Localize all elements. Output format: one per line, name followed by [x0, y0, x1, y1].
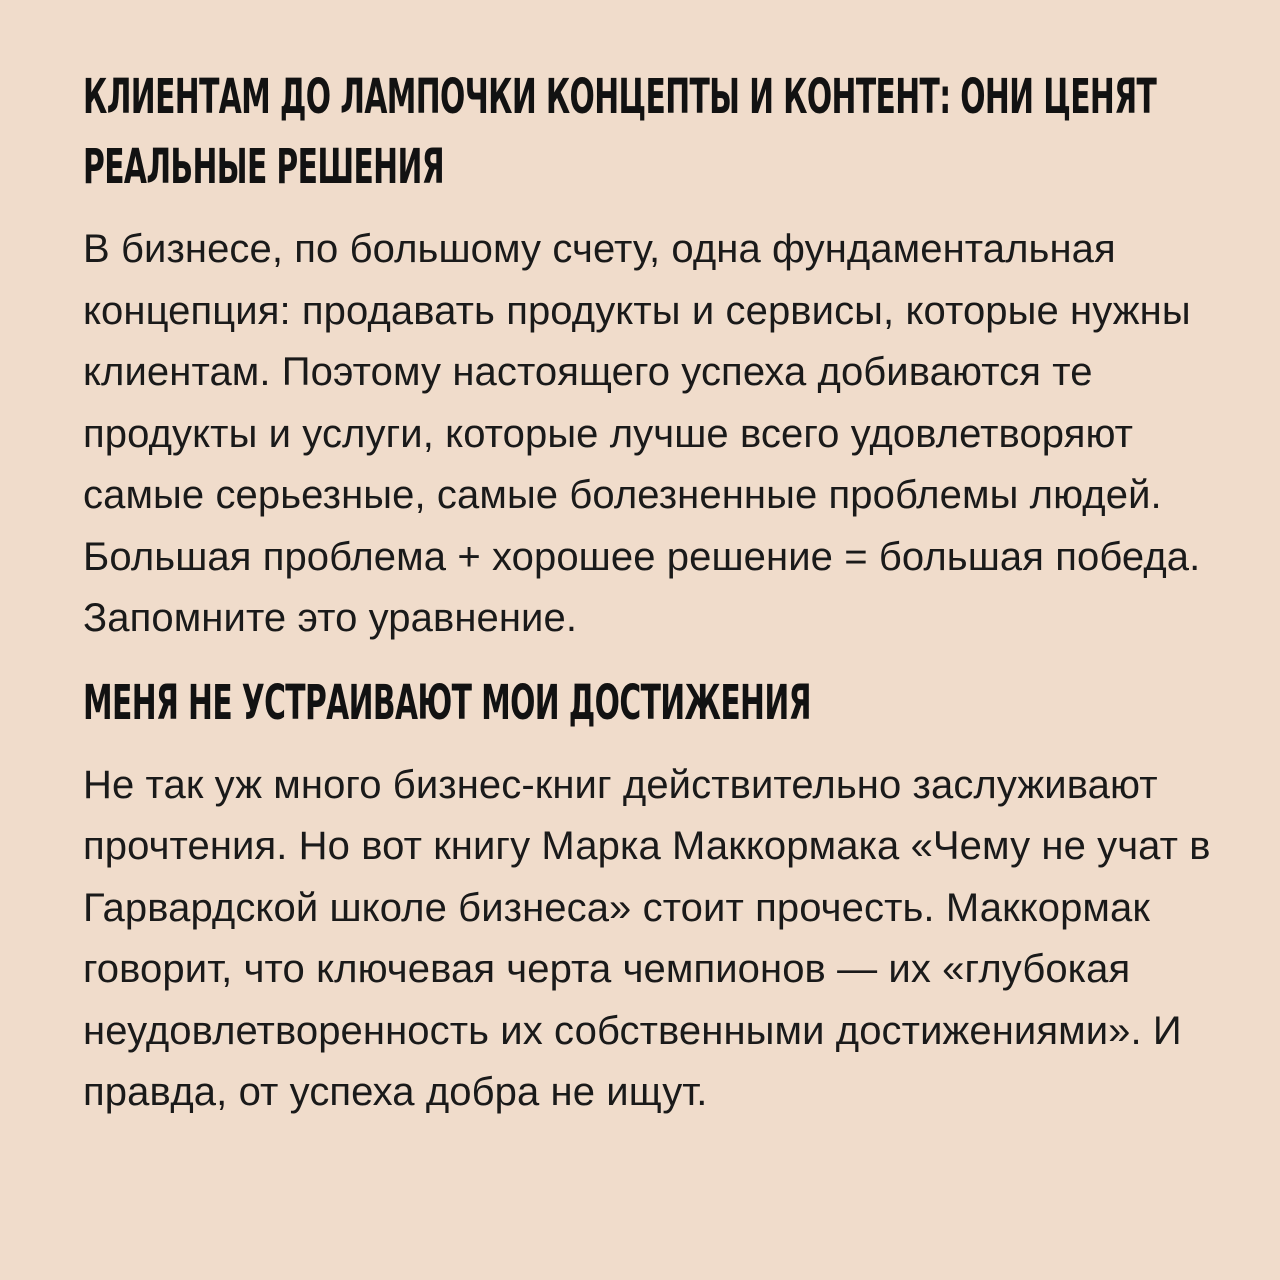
section-achievements	[83, 668, 1243, 1124]
section-heading: МЕНЯ НЕ УСТРАИВАЮТ МОИ ДОСТИЖЕНИЯ	[83, 674, 811, 731]
section-heading: КЛИЕНТАМ ДО ЛАМПОЧКИ КОНЦЕПТЫ И КОНТЕНТ: ОНИ ЦЕНЯТ РЕАЛЬНЫЕ РЕШЕНИЯ	[83, 69, 1157, 195]
section-concepts	[83, 62, 1243, 650]
section-paragraph: В бизнесе, по большому счету, одна фундаментальная концепция: продавать продукты и сервисы, которые нужны клиентам. Поэтому настоящего успеха добиваются те продукты и услуги, которые лучше всего удовлетворяют самые серьезные, самые болезненные проблемы людей. Большая проблема + хорошее решение = большая победа. Запомните это уравнение.	[83, 227, 1201, 640]
section-paragraph: Не так уж много бизнес-книг действительно заслуживают прочтения. Но вот книгу Марка Маккормака «Чему не учат в Гарвардской школе бизнеса» стоит прочесть. Маккормак говорит, что ключевая черта чемпионов — их «глубокая неудовлетворенность их собственными достижениями». И правда, от успеха добра не ищут.	[83, 762, 1211, 1114]
article	[83, 62, 1243, 1124]
